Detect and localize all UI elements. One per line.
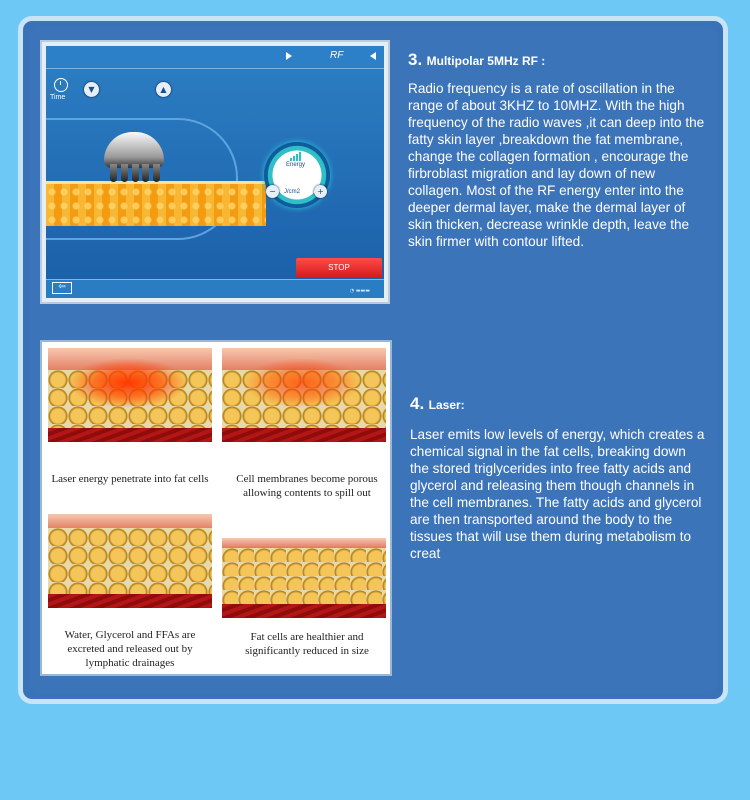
play-icon[interactable] — [286, 52, 292, 60]
section4-body: Laser emits low levels of energy, which creates a chemical signal in the fat cells, breaking down the stored triglycerides into free fatty acids and glycerol and releasing them though channels in the cell membranes. The fatty acids and glycerol are then transported around the body to the tissues that will use them during metabolism to creat — [410, 427, 705, 561]
energy-label: Energy — [286, 162, 306, 168]
laser-process-figure — [40, 340, 392, 676]
section4-title: Laser: — [428, 398, 465, 412]
stage3-caption: Water, Glycerol and FFAs are excreted and released out by lymphatic drainages — [64, 629, 196, 669]
stage4-caption: Fat cells are healthier and significantly reduced in size — [245, 631, 369, 657]
rf-device-screen — [40, 40, 390, 304]
back-triangle-icon[interactable] — [370, 52, 376, 60]
back-arrow-icon[interactable]: ⇦ — [52, 282, 72, 294]
section3-heading — [408, 50, 545, 70]
stage2-caption: Cell membranes become porous allowing contents to spill out — [236, 473, 378, 499]
energy-minus-button[interactable]: − — [266, 185, 279, 198]
stage2-tissue-image — [222, 348, 386, 442]
energy-unit: J/cm2 — [284, 189, 301, 195]
section4-number: 4. — [410, 394, 425, 413]
stop-button[interactable]: STOP — [296, 258, 382, 278]
section3-title: Multipolar 5MHz RF : — [426, 54, 546, 68]
time-up-button[interactable]: ▲ — [156, 82, 171, 97]
time-label: Time — [50, 94, 66, 101]
brand-logo: ◔ ▬▬▬ — [349, 288, 370, 294]
probe-electrodes — [110, 164, 160, 184]
screen-bottombar — [46, 279, 384, 298]
energy-plus-button[interactable]: + — [314, 185, 327, 198]
section3-body: Radio frequency is a rate of oscillation in the range of about 3KHZ to 10MHZ. With the high frequency of the radio waves ,it can deep into the fatty skin layer ,breakdown the fat membrane, change the collagen formation , encourage the firbroblast migration and lay down of new collagen. Most of the RF energy enter into the deeper dermal layer, make the dermal layer of skin thicken, decrease wrinkle depth, leave the skin firmer with contour lifted. — [408, 81, 705, 249]
clock-icon — [54, 78, 68, 92]
time-down-button[interactable]: ▼ — [84, 82, 99, 97]
section4-heading — [410, 394, 465, 414]
time-control — [54, 78, 68, 92]
rf-screen-display — [46, 46, 384, 298]
stage1-tissue-image — [48, 348, 212, 442]
stage3-tissue-image — [48, 514, 212, 608]
stage1-caption: Laser energy penetrate into fat cells — [51, 473, 209, 485]
signal-bars-icon — [290, 152, 301, 161]
stage4-tissue-image — [222, 538, 386, 618]
mode-label: RF — [330, 50, 344, 61]
fat-layer-illustration — [46, 181, 266, 226]
screen-topbar — [46, 46, 384, 69]
section3-number: 3. — [408, 50, 423, 69]
